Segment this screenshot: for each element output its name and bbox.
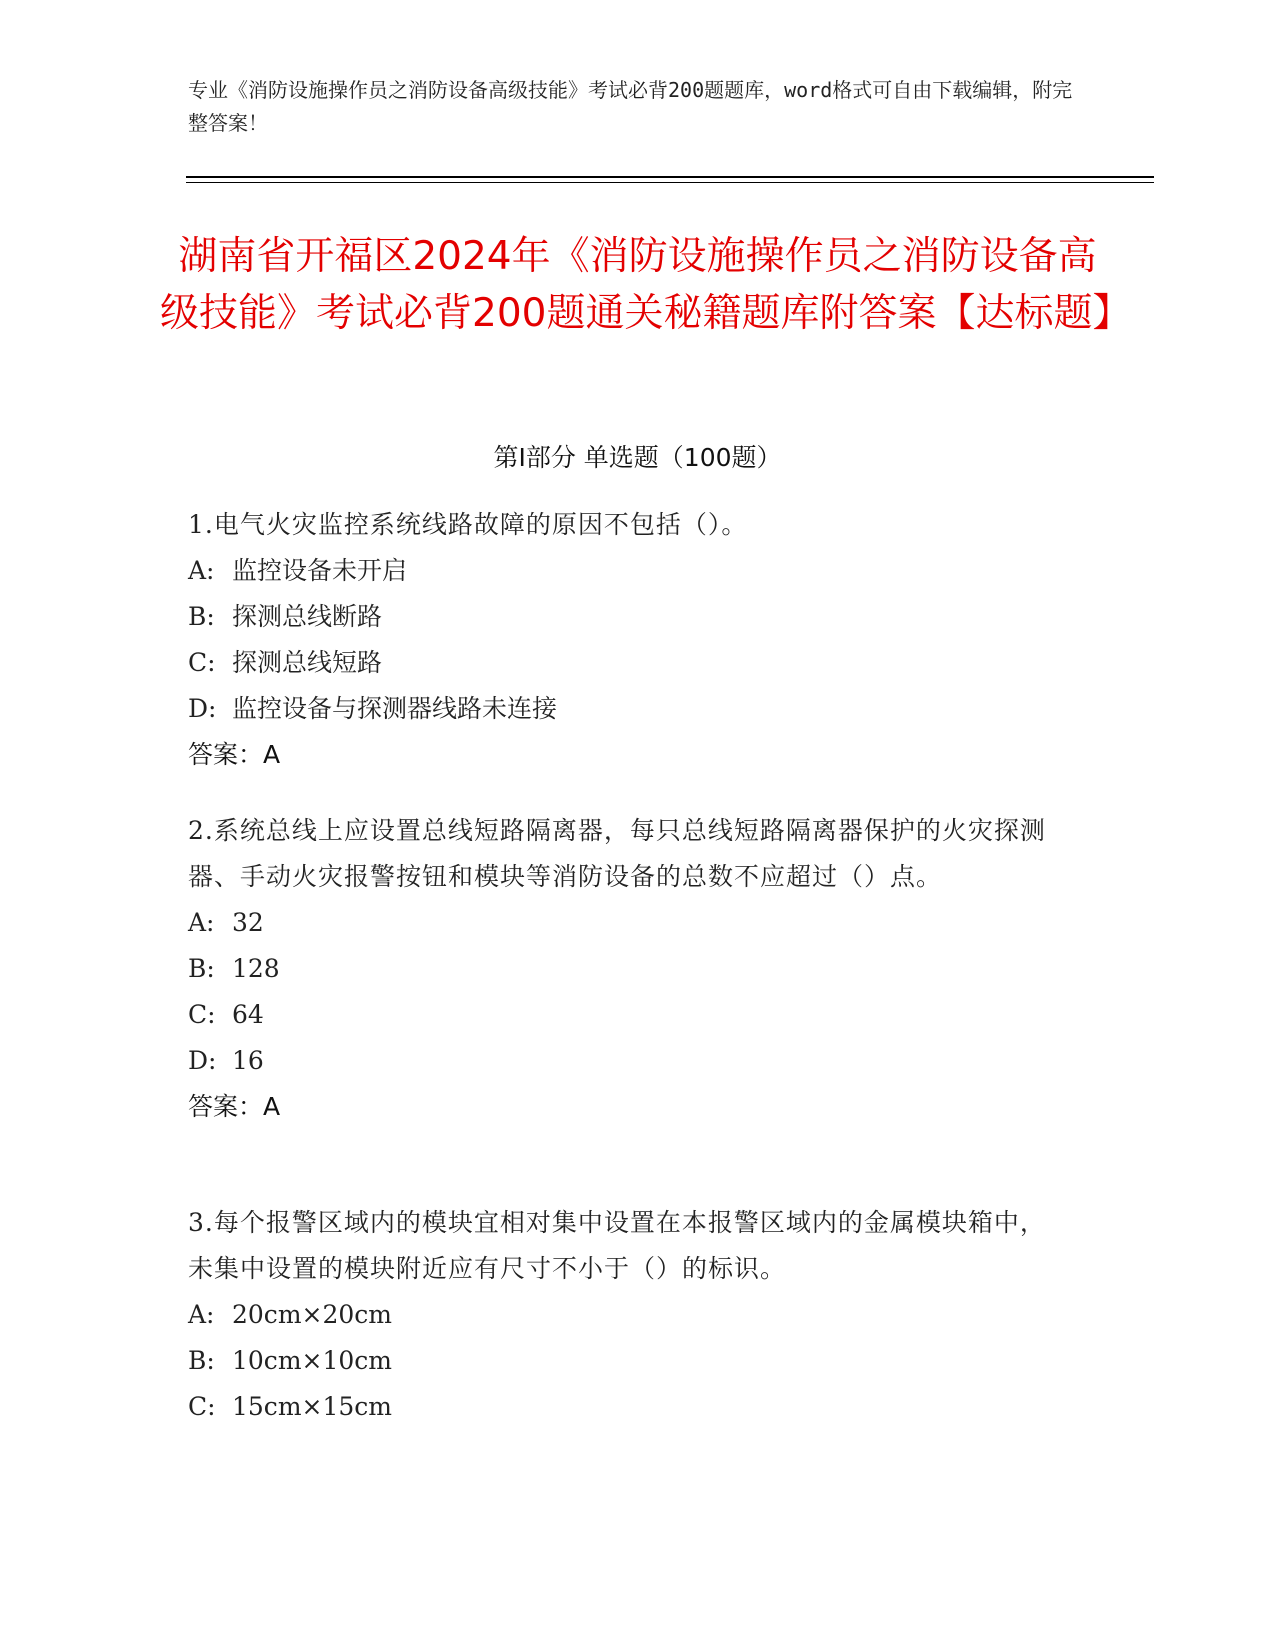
option-text: 监控设备未开启 (232, 556, 408, 585)
option-text: 监控设备与探测器线路未连接 (232, 694, 558, 723)
option-key: B: (188, 1346, 215, 1375)
option-text: 32 (232, 908, 264, 937)
header-rule-thin (186, 182, 1154, 183)
answer: 答案：A (188, 1092, 281, 1121)
option-key: D: (188, 694, 217, 723)
option-key: C: (188, 1392, 216, 1421)
option-b (188, 1338, 1068, 1384)
option-c (188, 992, 1068, 1038)
option-d (188, 1038, 1068, 1084)
option-c (188, 1384, 1068, 1430)
option-text: 探测总线断路 (232, 602, 383, 631)
answer: 答案：A (188, 740, 281, 769)
option-key: A: (188, 556, 215, 585)
option-key: D: (188, 1046, 217, 1075)
option-a (188, 900, 1068, 946)
question-1 (188, 502, 1068, 778)
option-d (188, 686, 1068, 732)
option-text: 128 (232, 954, 280, 983)
option-a (188, 1292, 1068, 1338)
option-a (188, 548, 1068, 594)
option-text: 16 (232, 1046, 264, 1075)
option-text: 20cm×20cm (232, 1300, 392, 1329)
option-key: B: (188, 602, 215, 631)
question-text: 3.每个报警区域内的模块宜相对集中设置在本报警区域内的金属模块箱中，未集中设置的模块附近应有尺寸不小于（）的标识。 (188, 1208, 1046, 1283)
section-heading: 第Ⅰ部分 单选题（100题） (493, 443, 782, 472)
option-key: A: (188, 908, 215, 937)
question-2 (188, 808, 1068, 1130)
option-c (188, 640, 1068, 686)
option-key: A: (188, 1300, 215, 1329)
option-text: 64 (232, 1000, 264, 1029)
option-text: 探测总线短路 (232, 648, 383, 677)
option-key: C: (188, 648, 216, 677)
question-text: 1.电气火灾监控系统线路故障的原因不包括（）。 (188, 510, 748, 539)
document-title: 湖南省开福区2024年《消防设施操作员之消防设备高级技能》考试必背200题通关秘籍题库附答案【达标题】 (160, 234, 1132, 336)
header-note: 专业《消防设施操作员之消防设备高级技能》考试必背200题题库，word格式可自由下载编辑，附完整答案！ (188, 78, 1073, 135)
option-key: B: (188, 954, 215, 983)
option-b (188, 946, 1068, 992)
question-3 (188, 1200, 1068, 1430)
question-text: 2.系统总线上应设置总线短路隔离器，每只总线短路隔离器保护的火灾探测器、手动火灾报警按钮和模块等消防设备的总数不应超过（）点。 (188, 816, 1046, 891)
option-text: 15cm×15cm (232, 1392, 392, 1421)
header-rule-thick (186, 176, 1154, 178)
option-b (188, 594, 1068, 640)
option-key: C: (188, 1000, 216, 1029)
option-text: 10cm×10cm (232, 1346, 392, 1375)
